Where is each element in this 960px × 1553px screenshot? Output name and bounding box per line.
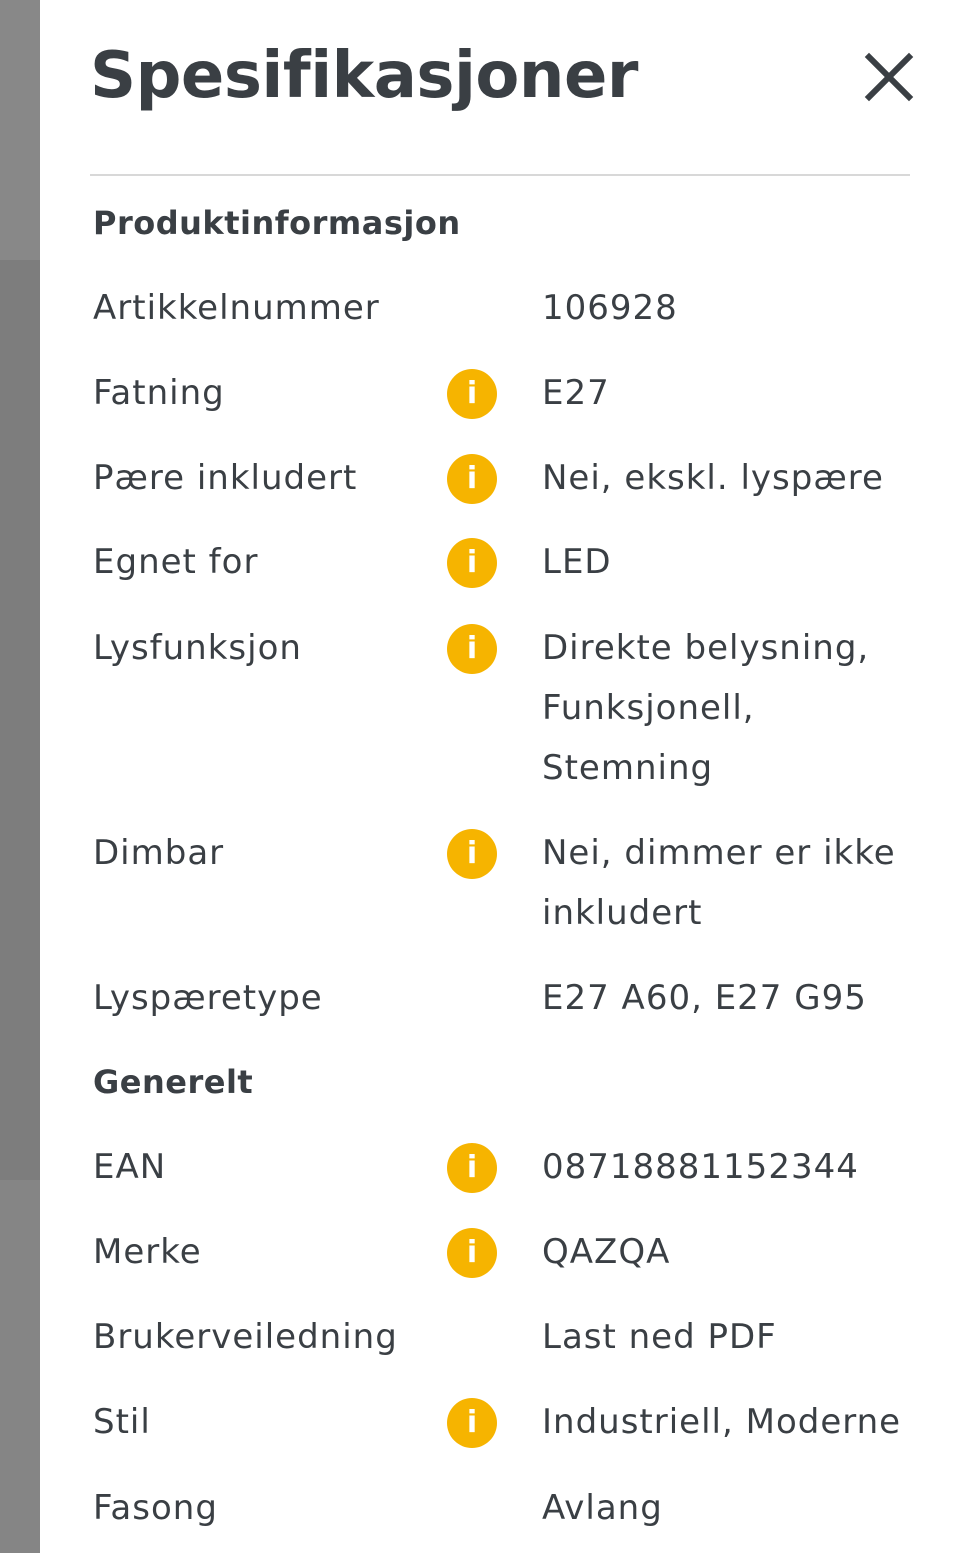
- spec-label: Lyspæretype: [93, 978, 323, 1018]
- page-backdrop: [0, 0, 40, 1553]
- spec-value: 08718881152344: [542, 1147, 859, 1187]
- info-icon[interactable]: [447, 1398, 497, 1448]
- info-icon[interactable]: [447, 369, 497, 419]
- info-icon-glyph: i: [466, 1150, 478, 1185]
- spec-value: [542, 823, 922, 943]
- spec-label: Fasong: [93, 1488, 218, 1528]
- info-icon-glyph: i: [466, 1405, 478, 1440]
- spec-label: Stil: [93, 1402, 151, 1442]
- spec-label: Brukerveiledning: [93, 1317, 398, 1357]
- close-icon: [862, 50, 916, 104]
- spec-value: E27: [542, 373, 610, 413]
- spec-value: LED: [542, 542, 612, 582]
- spec-value: [542, 618, 922, 798]
- info-icon[interactable]: [447, 624, 497, 674]
- panel-title: Spesifikasjoner: [90, 39, 638, 113]
- header-divider: [90, 174, 910, 176]
- spec-label: Egnet for: [93, 542, 259, 582]
- info-icon-glyph: i: [466, 461, 478, 496]
- info-icon-glyph: i: [466, 836, 478, 871]
- spec-value: Avlang: [542, 1488, 663, 1528]
- specifications-panel: [40, 0, 960, 1553]
- info-icon-glyph: i: [466, 1235, 478, 1270]
- spec-label: Artikkelnummer: [93, 288, 380, 328]
- spec-label: Lysfunksjon: [93, 628, 302, 668]
- info-icon[interactable]: [447, 538, 497, 588]
- spec-value: Nei, ekskl. lyspære: [542, 458, 884, 498]
- spec-value: QAZQA: [542, 1232, 671, 1272]
- spec-label: Merke: [93, 1232, 202, 1272]
- spec-label: Fatning: [93, 373, 225, 413]
- spec-value: 106928: [542, 288, 678, 328]
- spec-label: Dimbar: [93, 833, 225, 873]
- spec-value-line: Nei, dimmer er ikke: [542, 833, 896, 873]
- spec-label: EAN: [93, 1147, 167, 1187]
- info-icon[interactable]: [447, 829, 497, 879]
- spec-value-line: Funksjonell,: [542, 688, 755, 728]
- spec-value-line: Stemning: [542, 748, 714, 788]
- backdrop-band: [0, 1180, 40, 1553]
- info-icon[interactable]: [447, 1143, 497, 1193]
- info-icon-glyph: i: [466, 545, 478, 580]
- info-icon[interactable]: [447, 454, 497, 504]
- spec-value-line: inkludert: [542, 893, 703, 933]
- spec-value: E27 A60, E27 G95: [542, 978, 867, 1018]
- section-heading-product-info: Produktinformasjon: [93, 204, 461, 242]
- spec-value: Industriell, Moderne: [542, 1402, 902, 1442]
- info-icon-glyph: i: [466, 376, 478, 411]
- spec-value-line: Direkte belysning,: [542, 628, 870, 668]
- close-button[interactable]: [862, 50, 916, 104]
- section-heading-general: Generelt: [93, 1063, 254, 1101]
- info-icon[interactable]: [447, 1228, 497, 1278]
- spec-label: Pære inkludert: [93, 458, 358, 498]
- download-pdf-link[interactable]: Last ned PDF: [542, 1317, 777, 1357]
- info-icon-glyph: i: [466, 631, 478, 666]
- backdrop-band: [0, 0, 40, 260]
